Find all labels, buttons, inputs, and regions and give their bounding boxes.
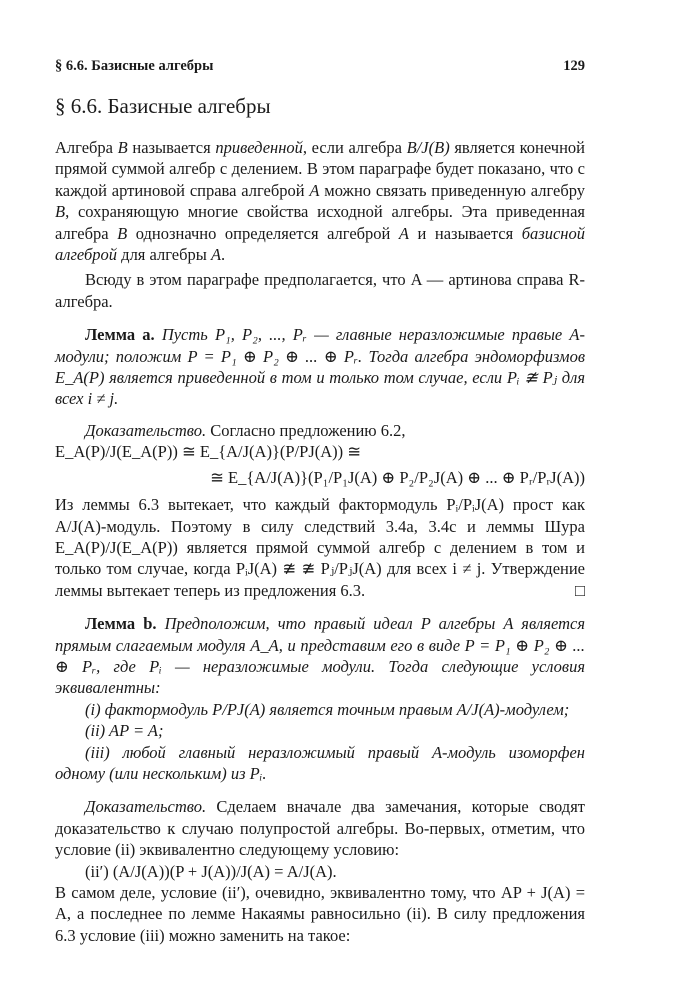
running-head (55, 58, 585, 80)
proof-a-body: Из леммы 6.3 вытекает, что каждый фактормодуль Pᵢ/PᵢJ(A) прост как A/J(A)-модуль. Поэтому в силу следствий 3.4a, 3.4c и леммы Шура E_A(P)/J(E_A(P)) является прямой суммой алгебр с делением в том и только том случае, когда PᵢJ(A) ≇ ≇ Pⱼ/PⱼJ(A) для всех i ≠ j. Утверждение леммы вытекает теперь из предложения 6.3. □ (55, 495, 585, 600)
proof-a-label: Доказательство. (85, 420, 207, 440)
lemma-b-statement: Предположим, что правый идеал P алгебры A является прямым слагаемым модуля A_A, и представим его в виде P = P₁ ⊕ P₂ ⊕ ... ⊕ Pᵣ, где Pᵢ — неразложимые модули. Тогда следующие условия эквивалентны: (55, 614, 586, 698)
lemma-a (55, 324, 585, 410)
section-title: § 6.6. Базисные алгебры (55, 94, 271, 118)
proof-b-intro: Доказательство. Сделаем вначале два замечания, которые сводят доказательство к случаю полупростой алгебры. Во-первых, отметим, что условие (ii) эквивалентно следующему условию: (55, 797, 585, 860)
condition-iii: (iii) любой главный неразложимый правый A-модуль изоморфен одному (или нескольким) из Pᵢ. (55, 742, 585, 783)
page (55, 58, 585, 946)
proof-b-body: В самом деле, условие (ii′), очевидно, эквивалентно тому, что AP + J(A) = A, а последнее по лемме Накаямы равносильно (ii). В силу предложения 6.3 условие (iii) можно заменить на такое: (55, 883, 585, 945)
lemma-b-label: Лемма b. (85, 614, 157, 634)
term-reduced: приведенной (215, 138, 303, 157)
proof-a-intro: Доказательство. Согласно предложению 6.2, (85, 420, 406, 440)
paragraph-assumption: Всюду в этом параграфе предполагается, что A — артинова справа R-алгебра. (55, 270, 585, 311)
lemma-b (55, 613, 585, 699)
lemma-a-label: Лемма a. (85, 325, 155, 345)
proof-b-label: Доказательство. (85, 797, 207, 817)
formula-1: E_A(P)/J(E_A(P)) ≅ E_{A/J(A)}(P/PJ(A)) ≅ (55, 442, 362, 462)
condition-ii: (ii) AP = A; (85, 721, 164, 741)
formula-2: ≅ E_{A/J(A)}(P₁/P₁J(A) ⊕ P₂/P₂J(A) ⊕ ... ⊕ Pᵣ/PᵣJ(A)) (210, 467, 585, 487)
qed-symbol: □ (575, 580, 585, 600)
term-basic-algebra: базисной алгеброй (55, 223, 585, 265)
formula-ii-prime: (ii′) (A/J(A))(P + J(A))/J(A) = A/J(A). (85, 861, 337, 881)
lemma-a-statement: Пусть P₁, P₂, ..., Pᵣ — главные неразложимые правые A-модули; положим P = P₁ ⊕ P₂ ⊕ ... ⊕ Pᵣ. Тогда алгебра эндоморфизмов E_A(P) является приведенной в том и только том случае, если Pᵢ ≇ Pⱼ для всех i ≠ j. (55, 325, 585, 409)
paragraph-definition: Алгебра B называется приведенной, если алгебра B/J(B) является конечной прямой суммой алгебр с делением. В этом параграфе будет показано, что с каждой артиновой справа алгеброй A можно связать приведенную алгебру B, сохраняющую многие свойства исходной алгебры. Эта приведенная алгебра B однозначно определяется алгеброй A и называется базисной алгеброй для алгебры A. (55, 138, 586, 265)
running-title: § 6.6. Базисные алгебры (55, 58, 214, 74)
condition-i: (i) фактормодуль P/PJ(A) является точным правым A/J(A)-модулем; (85, 699, 570, 719)
page-number: 129 (563, 58, 585, 74)
